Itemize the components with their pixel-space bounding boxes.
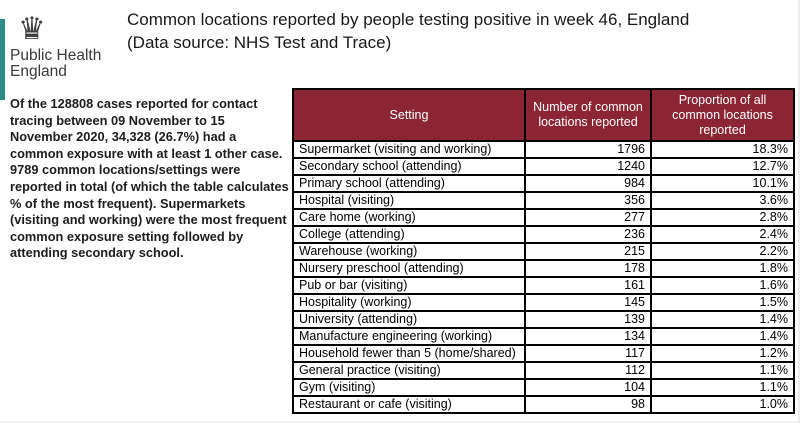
setting-cell: Gym (visiting) [293,379,525,396]
table-row [293,345,794,362]
table-row [293,158,794,175]
table-row [293,277,794,294]
setting-cell: Supermarket (visiting and working) [293,141,525,158]
count-cell: 984 [525,175,651,192]
proportion-cell: 1.1% [651,362,794,379]
setting-cell: Warehouse (working) [293,243,525,260]
count-cell: 145 [525,294,651,311]
proportion-cell: 1.0% [651,396,794,413]
logo-teal-bar [0,19,5,100]
count-cell: 98 [525,396,651,413]
count-cell: 356 [525,192,651,209]
table-header-row [293,89,794,141]
table-row [293,396,794,413]
table-row [293,192,794,209]
setting-cell: Hospitality (working) [293,294,525,311]
table-row [293,294,794,311]
table-row [293,226,794,243]
proportion-cell: 10.1% [651,175,794,192]
table-row [293,209,794,226]
table-row [293,379,794,396]
table-row [293,311,794,328]
table-body [293,141,794,413]
count-cell: 215 [525,243,651,260]
table-row [293,175,794,192]
setting-cell: Primary school (attending) [293,175,525,192]
proportion-cell: 1.5% [651,294,794,311]
col-header-setting: Setting [293,89,525,141]
count-cell: 104 [525,379,651,396]
proportion-cell: 1.2% [651,345,794,362]
count-cell: 1796 [525,141,651,158]
count-cell: 112 [525,362,651,379]
page-title-line1: Common locations reported by people testing positive in week 46, England [127,10,690,29]
setting-cell: Hospital (visiting) [293,192,525,209]
table-header [293,89,794,141]
summary-paragraph: Of the 128808 cases reported for contact tracing between 09 November to 15 November 2020, 34,328 (26.7%) had a common exposure with at least 1 other case. 9789 common locations/settings were reported in total (of which the table calculates % of the most frequent). Supermarkets (visiting and working) were the most frequent common exposure setting followed by attending secondary school. [10,96,289,261]
proportion-cell: 2.4% [651,226,794,243]
setting-cell: University (attending) [293,311,525,328]
count-cell: 161 [525,277,651,294]
table-row [293,141,794,158]
page-title-line2: (Data source: NHS Test and Trace) [127,33,392,52]
proportion-cell: 1.4% [651,328,794,345]
royal-crown-icon: ♛ [18,11,46,47]
proportion-cell: 12.7% [651,158,794,175]
setting-cell: Manufacture engineering (working) [293,328,525,345]
table-row [293,328,794,345]
count-cell: 117 [525,345,651,362]
setting-cell: Pub or bar (visiting) [293,277,525,294]
table-row [293,243,794,260]
proportion-cell: 18.3% [651,141,794,158]
proportion-cell: 1.8% [651,260,794,277]
proportion-cell: 2.8% [651,209,794,226]
table-row [293,260,794,277]
setting-cell: Household fewer than 5 (home/shared) [293,345,525,362]
setting-cell: Secondary school (attending) [293,158,525,175]
count-cell: 236 [525,226,651,243]
logo-line-england: England [10,63,67,80]
count-cell: 277 [525,209,651,226]
setting-cell: College (attending) [293,226,525,243]
col-header-proportion: Proportion of all common locations reported [651,89,794,141]
proportion-cell: 2.2% [651,243,794,260]
proportion-cell: 1.4% [651,311,794,328]
logo-wordmark [10,48,101,80]
page-title [127,8,689,54]
count-cell: 139 [525,311,651,328]
table-row [293,362,794,379]
setting-cell: Care home (working) [293,209,525,226]
logo-line-public-health: Public Health [10,47,102,64]
count-cell: 178 [525,260,651,277]
col-header-count: Number of common locations reported [525,89,651,141]
setting-cell: General practice (visiting) [293,362,525,379]
setting-cell: Restaurant or cafe (visiting) [293,396,525,413]
setting-cell: Nursery preschool (attending) [293,260,525,277]
proportion-cell: 1.1% [651,379,794,396]
proportion-cell: 1.6% [651,277,794,294]
count-cell: 1240 [525,158,651,175]
common-locations-table [292,88,795,414]
proportion-cell: 3.6% [651,192,794,209]
count-cell: 134 [525,328,651,345]
